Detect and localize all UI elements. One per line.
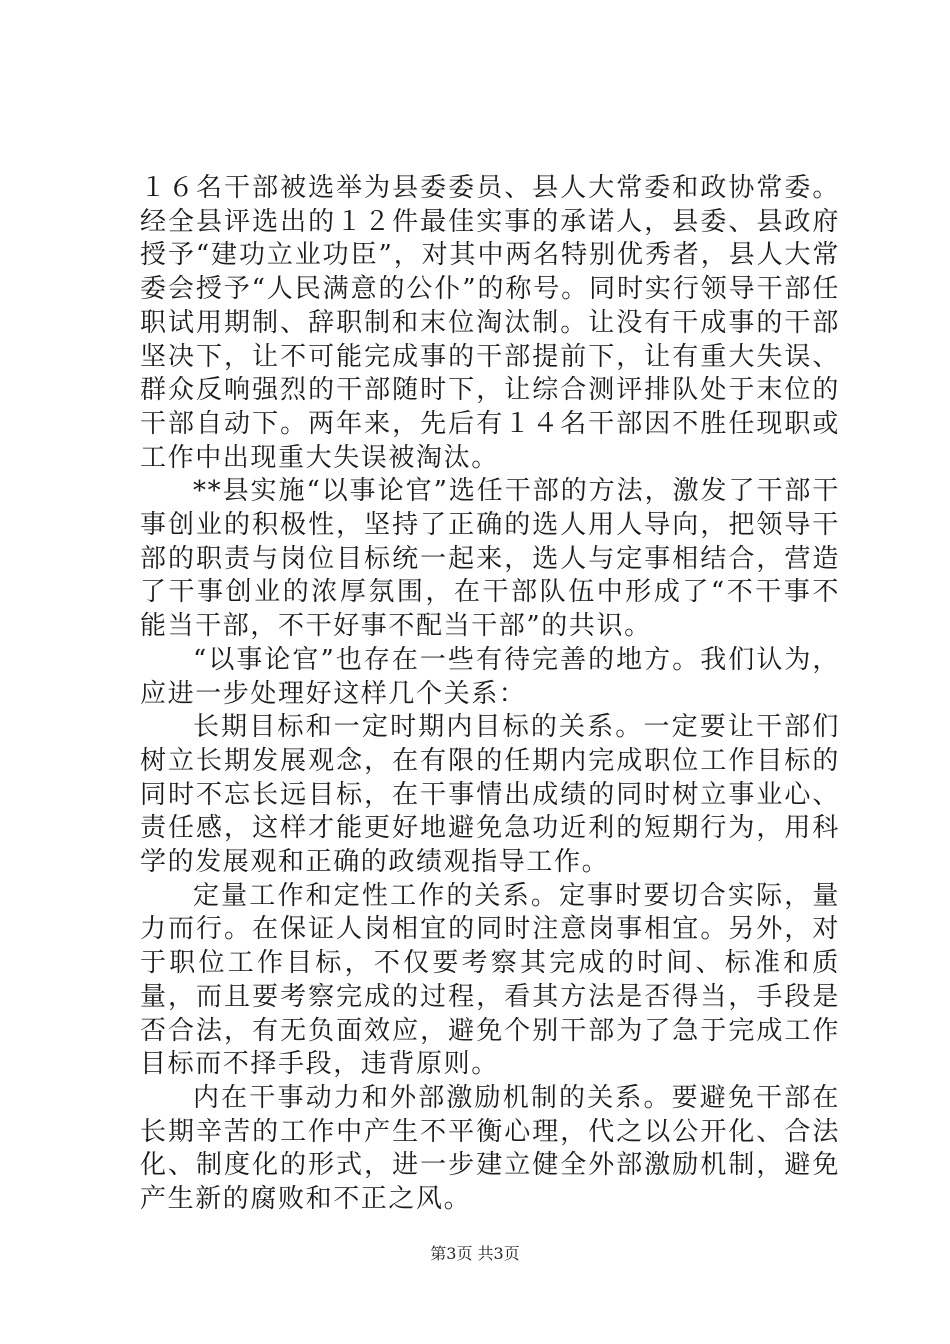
paragraph-4: 长期目标和一定时期内目标的关系。一定要让干部们树立长期发展观念，在有限的任期内完成职位工作目标的同时不忘长远目标，在干事情出成绩的同时树立事业心、责任感，这样才能更好地避免急功近利的短期行为，用科学的发展观和正确的政绩观指导工作。 [140,712,840,878]
paragraph-6: 内在干事动力和外部激励机制的关系。要避免干部在长期辛苦的工作中产生不平衡心理，代之以公开化、合法化、制度化的形式，进一步建立健全外部激励机制，避免产生新的腐败和不正之风。 [140,1082,840,1215]
paragraph-2: **县实施“以事论官”选任干部的方法，激发了干部干事创业的积极性，坚持了正确的选人用人导向，把领导干部的职责与岗位目标统一起来，选人与定事相结合，营造了干事创业的浓厚氛围，在干部队伍中形成了“不干事不能当干部，不干好事不配当干部”的共识。 [140,476,840,642]
paragraph-1: １６名干部被选举为县委委员、县人大常委和政协常委。经全县评选出的１２件最佳实事的承诺人，县委、县政府授予“建功立业功臣”，对其中两名特别优秀者，县人大常委会授予“人民满意的公仆”的称号。同时实行领导干部任职试用期制、辞职制和末位淘汰制。让没有干成事的干部坚决下，让不可能完成事的干部提前下，让有重大失误、群众反响强烈的干部随时下，让综合测评排队处于末位的干部自动下。两年来，先后有１４名干部因不胜任现职或工作中出现重大失误被淘汰。 [140,173,840,473]
document-body [140,172,840,1217]
paragraph-5: 定量工作和定性工作的关系。定事时要切合实际，量力而行。在保证人岗相宜的同时注意岗事相宜。另外，对于职位工作目标，不仅要考察其完成的时间、标准和质量，而且要考察完成的过程，看其方法是否得当，手段是否合法，有无负面效应，避免个别干部为了急于完成工作目标而不择手段，违背原则。 [140,880,840,1080]
paragraph-3: “以事论官”也存在一些有待完善的地方。我们认为，应进一步处理好这样几个关系： [140,644,840,709]
page-number-footer: 第3页 共3页 [430,1244,520,1263]
